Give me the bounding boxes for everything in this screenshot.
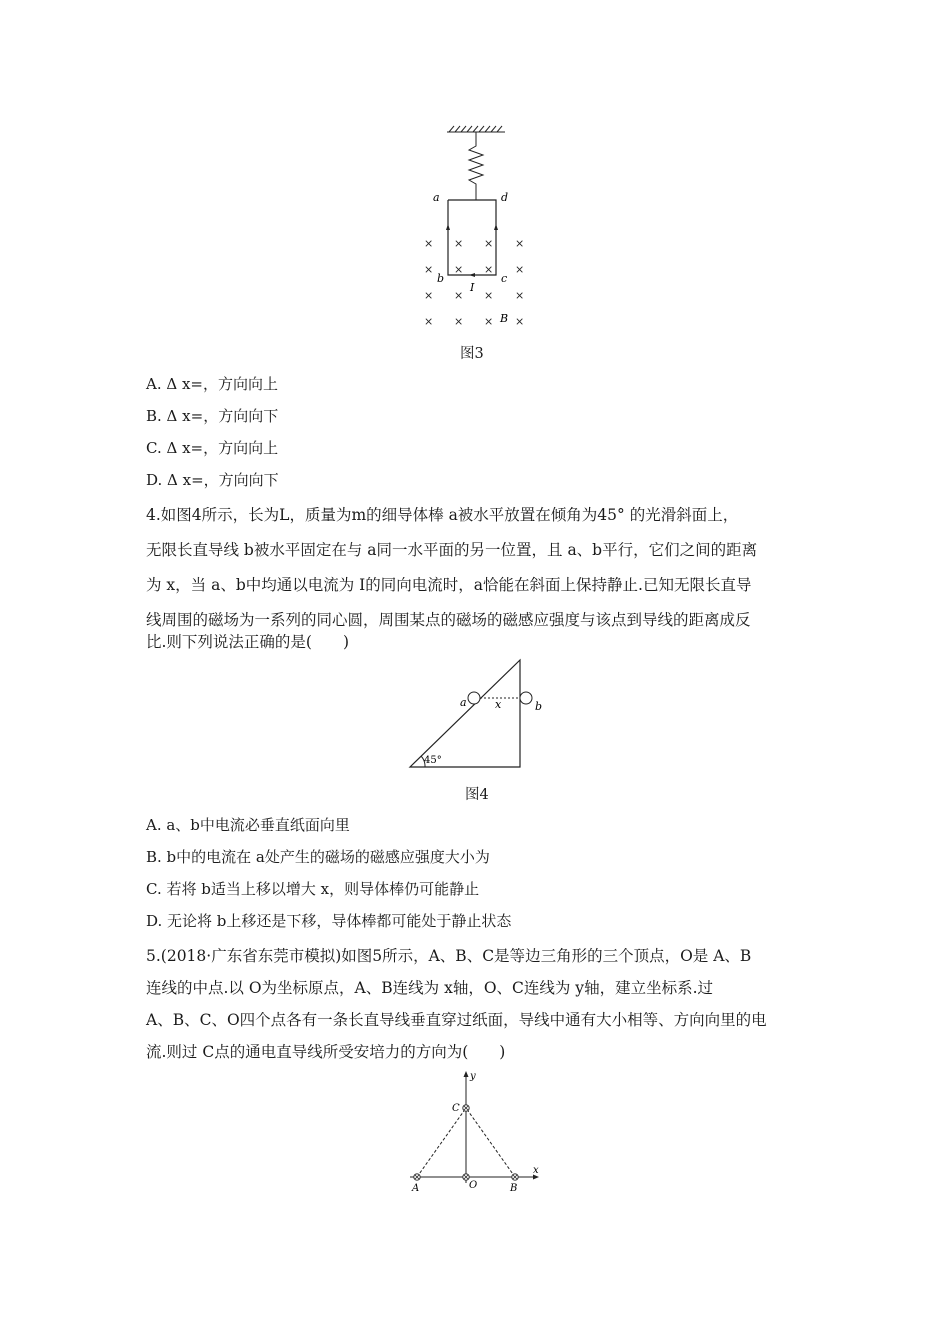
- label-x: x: [495, 698, 502, 711]
- figure-3: [405, 120, 545, 335]
- q4-line-4: 线周围的磁场为一系列的同心圆，周围某点的磁场的磁感应强度与该点到导线的距离成反: [146, 611, 751, 629]
- label-y: y: [470, 1071, 476, 1082]
- q5-line-3: A、B、C、O四个点各有一条长直导线垂直穿过纸面，导线中通有大小相等、方向向里的电: [146, 1011, 767, 1029]
- q4-option-b: B. b中的电流在 a处产生的磁场的磁感应强度大小为: [146, 848, 490, 866]
- field-cross: ×: [515, 315, 525, 328]
- label-O: O: [469, 1180, 478, 1191]
- label-a: a: [460, 696, 467, 709]
- q5-line-1: 5.(2018·广东省东莞市模拟)如图5所示，A、B、C是等边三角形的三个顶点，O是 A、B: [146, 947, 752, 965]
- field-cross: ×: [424, 289, 434, 302]
- q3-option-a: A. Δ x=，方向向上: [146, 375, 278, 393]
- wire-C: [463, 1105, 469, 1111]
- figure-4-caption: 图4: [465, 787, 489, 803]
- figure-4: [400, 655, 560, 775]
- label-C: C: [452, 1103, 460, 1114]
- label-a: a: [433, 191, 440, 204]
- field-cross: ×: [484, 263, 494, 276]
- current-arrow-left: [446, 224, 450, 230]
- conductor-b: [520, 692, 532, 704]
- field-cross: ×: [484, 315, 494, 328]
- q4-line-1: 4.如图4所示，长为L，质量为m的细导体棒 a被水平放置在倾角为45° 的光滑斜面上，: [146, 506, 739, 524]
- label-A: A: [412, 1183, 420, 1194]
- field-cross: ×: [515, 289, 525, 302]
- q4-line-2: 无限长直导线 b被水平固定在与 a同一水平面的另一位置，且 a、b平行，它们之间的距离: [146, 541, 758, 559]
- current-arrow-bottom: [469, 273, 475, 277]
- q4-option-c: C. 若将 b适当上移以增大 x，则导体棒仍可能静止: [146, 880, 480, 898]
- field-cross: ×: [515, 237, 525, 250]
- label-b: b: [535, 700, 543, 713]
- q3-option-c: C. Δ x=，方向向上: [146, 439, 279, 457]
- q5-line-2: 连线的中点.以 O为坐标原点，A、B连线为 x轴，O、C连线为 y轴，建立坐标系.过: [146, 979, 713, 997]
- q3-option-d: D. Δ x=，方向向下: [146, 471, 279, 489]
- q5-line-4: 流.则过 C点的通电直导线所受安培力的方向为( ): [146, 1043, 506, 1061]
- figure-3-caption: 图3: [460, 346, 484, 362]
- label-x: x: [533, 1165, 539, 1176]
- q4-option-a: A. a、b中电流必垂直纸面向里: [146, 816, 350, 834]
- wire-A: [414, 1174, 420, 1180]
- label-angle: 45°: [424, 755, 442, 766]
- field-cross: ×: [454, 289, 464, 302]
- field-cross: ×: [454, 263, 464, 276]
- field-cross: ×: [484, 289, 494, 302]
- field-cross: ×: [454, 315, 464, 328]
- q4-option-d: D. 无论将 b上移还是下移，导体棒都可能处于静止状态: [146, 912, 512, 930]
- label-B: B: [510, 1183, 518, 1194]
- current-arrow-right: [494, 224, 498, 230]
- dashed-side-ac: [417, 1108, 466, 1177]
- label-d: d: [501, 191, 509, 204]
- dashed-side-bc: [466, 1108, 515, 1177]
- q4-line-5: 比.则下列说法正确的是( ): [146, 633, 350, 651]
- field-cross: ×: [424, 315, 434, 328]
- incline-triangle: [410, 660, 520, 767]
- q3-option-b: B. Δ x=，方向向下: [146, 407, 279, 425]
- label-c: c: [501, 272, 508, 285]
- label-field-B: B: [500, 312, 509, 325]
- y-axis-arrow: [464, 1071, 469, 1077]
- q4-line-3: 为 x，当 a、b中均通以电流为 I的同向电流时，a恰能在斜面上保持静止.已知无限长直导: [146, 576, 752, 594]
- spring: [469, 132, 483, 200]
- label-b: b: [437, 272, 445, 285]
- conductor-a: [468, 692, 480, 704]
- field-cross: ×: [424, 237, 434, 250]
- wire-B: [512, 1174, 518, 1180]
- field-cross: ×: [484, 237, 494, 250]
- field-cross: ×: [424, 263, 434, 276]
- ceiling-support: [447, 126, 505, 132]
- field-cross: ×: [454, 237, 464, 250]
- field-cross: ×: [515, 263, 525, 276]
- figure-5: [400, 1065, 550, 1195]
- label-current-I: I: [470, 281, 475, 294]
